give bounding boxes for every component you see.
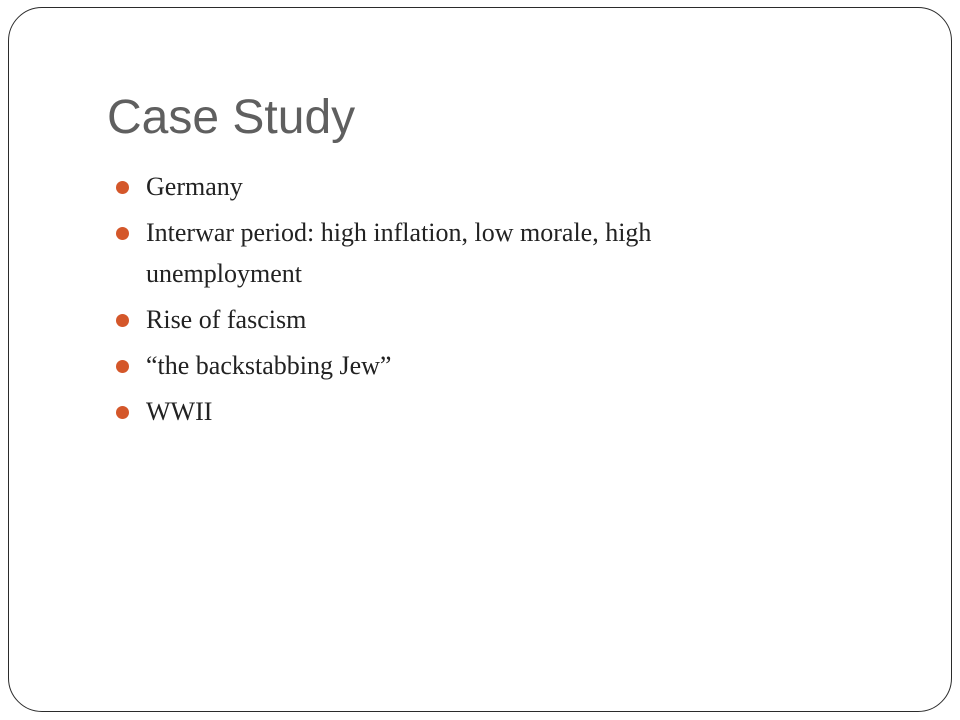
bullet-dot-icon <box>116 406 129 419</box>
bullet-text: WWII <box>146 397 213 426</box>
slide-frame <box>8 7 952 712</box>
bullet-item <box>109 299 789 340</box>
bullet-list <box>109 166 789 437</box>
bullet-dot-icon <box>116 227 129 240</box>
bullet-dot-icon <box>116 181 129 194</box>
bullet-text: “the backstabbing Jew” <box>146 351 392 380</box>
bullet-text: Germany <box>146 172 243 201</box>
bullet-item <box>109 212 789 294</box>
bullet-dot-icon <box>116 314 129 327</box>
bullet-item <box>109 166 789 207</box>
bullet-text: Rise of fascism <box>146 305 307 334</box>
bullet-text: Interwar period: high inflation, low morale, high unemployment <box>146 218 652 288</box>
bullet-item <box>109 345 789 386</box>
bullet-dot-icon <box>116 360 129 373</box>
slide-title: Case Study <box>107 91 356 144</box>
bullet-item <box>109 391 789 432</box>
